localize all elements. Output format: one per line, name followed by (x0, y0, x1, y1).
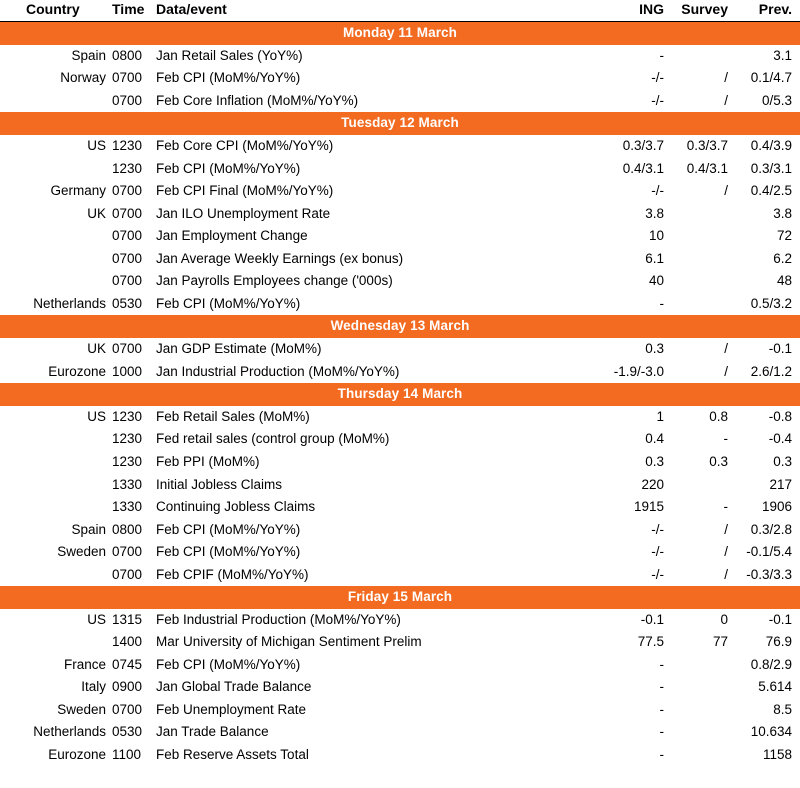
cell-event: Feb Reserve Assets Total (156, 746, 309, 762)
cell-prev: 10.634 (750, 724, 792, 740)
table-row (0, 699, 800, 722)
cell-prev: 0.3 (773, 453, 792, 469)
table-row (0, 203, 800, 226)
table-row (0, 158, 800, 181)
column-header-prev: Prev. (758, 1, 792, 17)
header-row (0, 0, 800, 21)
cell-prev: 217 (769, 476, 792, 492)
cell-country: US (87, 408, 106, 424)
cell-survey: / (724, 92, 728, 108)
cell-country: France (63, 656, 106, 672)
cell-survey: - (723, 431, 728, 447)
cell-survey (672, 676, 736, 699)
cell-ing: -1.9/-3.0 (613, 363, 664, 379)
cell-survey (672, 474, 736, 497)
cell-time: 1230 (112, 160, 143, 176)
cell-country: Spain (71, 521, 106, 537)
cell-event: Feb CPI (MoM%/YoY%) (156, 656, 301, 672)
column-header-country: Country (26, 1, 80, 17)
cell-survey: / (724, 70, 728, 86)
cell-country: Spain (71, 47, 106, 63)
cell-event: Feb CPI (MoM%/YoY%) (156, 544, 301, 560)
cell-prev: -0.1/5.4 (746, 544, 792, 560)
cell-country: Germany (50, 183, 106, 199)
cell-event: Feb CPI (MoM%/YoY%) (156, 295, 301, 311)
cell-survey: / (724, 521, 728, 537)
cell-country: Sweden (57, 701, 106, 717)
cell-prev: 3.8 (773, 205, 792, 221)
table-row (0, 564, 800, 587)
cell-survey (672, 654, 736, 677)
cell-ing: - (659, 295, 664, 311)
cell-survey: / (724, 544, 728, 560)
cell-event: Jan Retail Sales (YoY%) (156, 47, 303, 63)
cell-event: Jan Trade Balance (156, 724, 269, 740)
table-row (0, 519, 800, 542)
cell-country: Netherlands (33, 724, 106, 740)
cell-event: Feb CPI (MoM%/YoY%) (156, 160, 301, 176)
cell-time: 1230 (112, 431, 143, 447)
cell-time: 0700 (112, 273, 143, 289)
cell-prev: 0.5/3.2 (750, 295, 792, 311)
cell-prev: 5.614 (758, 679, 792, 695)
cell-time: 0745 (112, 656, 143, 672)
cell-ing: 0.4 (645, 431, 664, 447)
table-row (0, 654, 800, 677)
cell-event: Jan GDP Estimate (MoM%) (156, 341, 322, 357)
cell-prev: 3.1 (773, 47, 792, 63)
cell-event: Jan Average Weekly Earnings (ex bonus) (156, 250, 404, 266)
table-row (0, 248, 800, 271)
cell-time: 1000 (112, 363, 143, 379)
cell-country: US (87, 611, 106, 627)
cell-ing: 0.3 (645, 453, 664, 469)
cell-survey: 77 (712, 634, 728, 650)
cell-survey: - (723, 499, 728, 515)
cell-ing: - (659, 701, 664, 717)
cell-ing: 77.5 (637, 634, 664, 650)
cell-event: Jan Industrial Production (MoM%/YoY%) (156, 363, 400, 379)
table-row (0, 293, 800, 316)
cell-ing: - (659, 724, 664, 740)
cell-time: 0800 (112, 521, 143, 537)
cell-country (0, 428, 112, 451)
day-header-label: Wednesday 13 March (0, 315, 800, 338)
cell-survey: 0.3 (709, 453, 728, 469)
cell-time: 0530 (112, 724, 143, 740)
cell-ing: 3.8 (645, 205, 664, 221)
column-header-time: Time (112, 1, 145, 17)
table-row (0, 631, 800, 654)
cell-ing: -/- (651, 544, 664, 560)
cell-time: 0700 (112, 183, 143, 199)
table-row (0, 67, 800, 90)
cell-event: Feb CPI (MoM%/YoY%) (156, 521, 301, 537)
day-header-label: Thursday 14 March (0, 383, 800, 406)
cell-ing: 6.1 (645, 250, 664, 266)
cell-time: 0530 (112, 295, 143, 311)
cell-ing: 0.4/3.1 (622, 160, 664, 176)
cell-country: Sweden (57, 544, 106, 560)
cell-time: 0700 (112, 92, 143, 108)
day-header-label: Tuesday 12 March (0, 112, 800, 135)
cell-prev: 0.3/3.1 (750, 160, 792, 176)
cell-prev: 2.6/1.2 (750, 363, 792, 379)
cell-country (0, 270, 112, 293)
cell-prev: 6.2 (773, 250, 792, 266)
cell-time: 0900 (112, 679, 143, 695)
day-header-row (0, 112, 800, 135)
cell-prev: 0/5.3 (761, 92, 792, 108)
cell-ing: -/- (651, 521, 664, 537)
table-row (0, 721, 800, 744)
cell-country (0, 248, 112, 271)
table-row (0, 180, 800, 203)
table-row (0, 45, 800, 68)
cell-event: Feb Unemployment Rate (156, 701, 307, 717)
cell-country (0, 225, 112, 248)
cell-country: Italy (81, 679, 106, 695)
cell-country (0, 451, 112, 474)
cell-time: 0800 (112, 47, 143, 63)
table-header (0, 0, 800, 22)
cell-event: Feb Retail Sales (MoM%) (156, 408, 310, 424)
cell-event: Feb CPIF (MoM%/YoY%) (156, 566, 309, 582)
cell-event: Jan ILO Unemployment Rate (156, 205, 331, 221)
table-row (0, 676, 800, 699)
cell-ing: - (659, 656, 664, 672)
table-row (0, 744, 800, 767)
cell-survey: / (724, 183, 728, 199)
cell-country: Eurozone (48, 746, 106, 762)
cell-ing: - (659, 47, 664, 63)
column-header-ing: ING (639, 1, 664, 17)
cell-time: 1315 (112, 611, 143, 627)
day-header-row (0, 383, 800, 406)
day-header-row (0, 22, 800, 45)
cell-ing: 0.3 (645, 341, 664, 357)
cell-ing: -/- (651, 566, 664, 582)
cell-prev: 0.1/4.7 (750, 70, 792, 86)
table-row (0, 541, 800, 564)
cell-survey: 0 (720, 611, 728, 627)
cell-event: Mar University of Michigan Sentiment Prelim (156, 634, 422, 650)
cell-country (0, 564, 112, 587)
cell-ing: - (659, 746, 664, 762)
cell-event: Feb CPI (MoM%/YoY%) (156, 70, 301, 86)
cell-ing: -/- (651, 92, 664, 108)
cell-country (0, 496, 112, 519)
cell-time: 0700 (112, 341, 143, 357)
cell-time: 0700 (112, 250, 143, 266)
table-row (0, 90, 800, 113)
cell-survey (672, 699, 736, 722)
day-header-row (0, 586, 800, 609)
cell-ing: 1 (656, 408, 664, 424)
cell-prev: -0.1 (768, 341, 792, 357)
cell-survey: 0.8 (709, 408, 728, 424)
cell-country: US (87, 138, 106, 154)
cell-country (0, 631, 112, 654)
cell-survey: 0.3/3.7 (686, 138, 728, 154)
cell-country: UK (87, 205, 106, 221)
cell-prev: 1158 (762, 746, 792, 762)
cell-event: Feb Industrial Production (MoM%/YoY%) (156, 611, 401, 627)
cell-prev: -0.4 (768, 431, 792, 447)
cell-prev: 1906 (761, 499, 792, 515)
column-header-survey: Survey (681, 1, 728, 17)
cell-time: 1100 (112, 746, 142, 762)
cell-prev: 0.4/2.5 (750, 183, 792, 199)
cell-prev: 0.3/2.8 (750, 521, 792, 537)
cell-event: Fed retail sales (control group (MoM%) (156, 431, 390, 447)
cell-event: Feb CPI Final (MoM%/YoY%) (156, 183, 334, 199)
table-row (0, 225, 800, 248)
cell-ing: 0.3/3.7 (622, 138, 664, 154)
table-row (0, 474, 800, 497)
cell-country: Norway (60, 70, 106, 86)
cell-prev: -0.8 (768, 408, 792, 424)
cell-time: 0700 (112, 701, 143, 717)
cell-survey (672, 270, 736, 293)
cell-country (0, 90, 112, 113)
cell-ing: 220 (641, 476, 664, 492)
cell-survey: / (724, 363, 728, 379)
cell-prev: 8.5 (773, 701, 792, 717)
cell-survey (672, 225, 736, 248)
cell-prev: 48 (776, 273, 792, 289)
cell-country: Netherlands (33, 295, 106, 311)
cell-time: 1400 (112, 634, 143, 650)
cell-ing: -/- (651, 183, 664, 199)
cell-survey (672, 293, 736, 316)
table-row (0, 428, 800, 451)
cell-event: Jan Global Trade Balance (156, 679, 312, 695)
cell-survey (672, 248, 736, 271)
cell-prev: 0.4/3.9 (750, 138, 792, 154)
table-row (0, 361, 800, 384)
cell-time: 0700 (112, 228, 143, 244)
cell-ing: 10 (648, 228, 664, 244)
cell-survey: 0.4/3.1 (686, 160, 728, 176)
cell-prev: 72 (776, 228, 792, 244)
cell-event: Jan Payrolls Employees change ('000s) (156, 273, 393, 289)
cell-prev: -0.3/3.3 (746, 566, 792, 582)
cell-ing: 1915 (633, 499, 664, 515)
table-row (0, 496, 800, 519)
cell-time: 0700 (112, 70, 143, 86)
cell-country: UK (87, 341, 106, 357)
cell-survey (672, 744, 736, 767)
cell-event: Initial Jobless Claims (156, 476, 283, 492)
cell-time: 0700 (112, 205, 143, 221)
cell-time: 1230 (112, 138, 143, 154)
table-row (0, 406, 800, 429)
cell-country (0, 158, 112, 181)
day-header-label: Monday 11 March (0, 22, 800, 45)
cell-survey (672, 721, 736, 744)
cell-time: 0700 (112, 566, 143, 582)
table-row (0, 338, 800, 361)
cell-event: Continuing Jobless Claims (156, 499, 316, 515)
cell-ing: - (659, 679, 664, 695)
cell-survey: / (724, 566, 728, 582)
cell-country (0, 474, 112, 497)
cell-event: Jan Employment Change (156, 228, 308, 244)
table-body (0, 22, 800, 767)
cell-country: Eurozone (48, 363, 106, 379)
cell-survey (672, 45, 736, 68)
column-header-event: Data/event (156, 1, 227, 17)
cell-time: 0700 (112, 544, 143, 560)
cell-time: 1330 (112, 499, 143, 515)
cell-event: Feb PPI (MoM%) (156, 453, 260, 469)
day-header-row (0, 315, 800, 338)
day-header-label: Friday 15 March (0, 586, 800, 609)
cell-ing: -/- (651, 70, 664, 86)
cell-time: 1230 (112, 453, 143, 469)
cell-survey: / (724, 341, 728, 357)
cell-time: 1330 (112, 476, 143, 492)
cell-prev: 0.8/2.9 (750, 656, 792, 672)
cell-time: 1230 (112, 408, 143, 424)
cell-ing: 40 (648, 273, 664, 289)
cell-event: Feb Core CPI (MoM%/YoY%) (156, 138, 334, 154)
table-row (0, 451, 800, 474)
cell-prev: -0.1 (768, 611, 792, 627)
table-row (0, 135, 800, 158)
cell-survey (672, 203, 736, 226)
cell-prev: 76.9 (765, 634, 792, 650)
table-row (0, 270, 800, 293)
table-row (0, 609, 800, 632)
cell-ing: -0.1 (640, 611, 664, 627)
cell-event: Feb Core Inflation (MoM%/YoY%) (156, 92, 359, 108)
